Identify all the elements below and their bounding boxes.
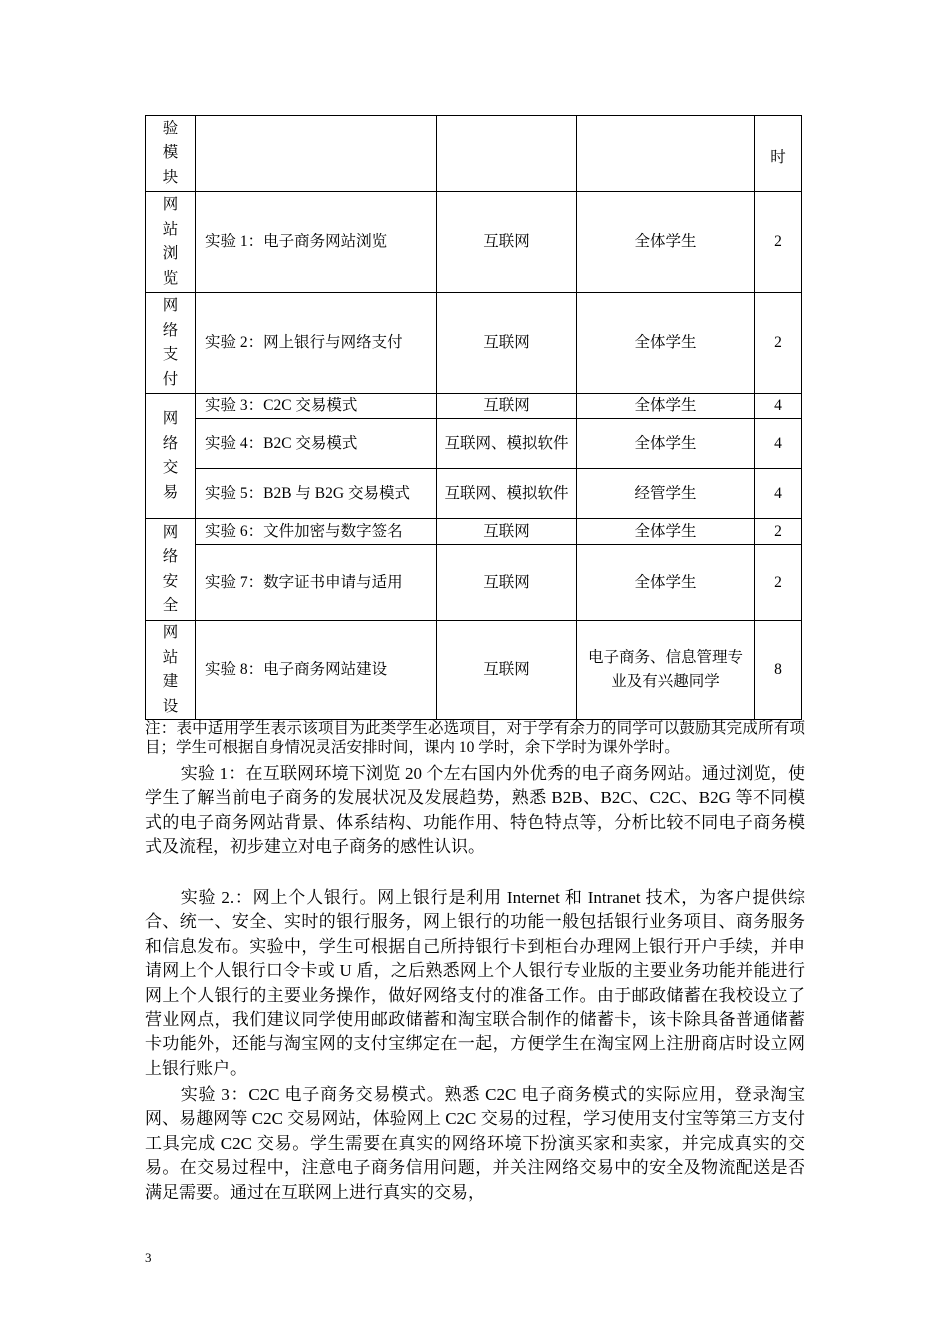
students-cell — [577, 116, 755, 192]
table-row — [146, 293, 802, 394]
table-row — [146, 192, 802, 293]
hours-cell: 2 — [755, 519, 802, 545]
experiment-table — [145, 115, 802, 720]
environment-cell: 互联网 — [437, 394, 577, 419]
students-cell: 经管学生 — [577, 469, 755, 519]
paragraph-experiment-1: 实验 1：在互联网环境下浏览 20 个左右国内外优秀的电子商务网站。通过浏览，使学生了解当前电子商务的发展状况及发展趋势，熟悉 B2B、B2C、C2C、B2G 等不同模式的电子商务网站背景、体系结构、功能作用、特色特点等，分析比较不同电子商务模式及流程，初步建立对电子商务的感性认识。 — [145, 764, 805, 857]
students-cell: 电子商务、信息管理专业及有兴趣同学 — [577, 621, 755, 720]
experiment-cell: 实验 1：电子商务网站浏览 — [196, 192, 437, 293]
table-row — [146, 545, 802, 621]
hours-cell: 2 — [755, 192, 802, 293]
hours-cell: 时 — [755, 116, 802, 192]
paragraph-experiment-3: 实验 3：C2C 电子商务交易模式。熟悉 C2C 电子商务模式的实际应用，登录淘宝网、易趣网等 C2C 交易网站，体验网上 C2C 交易的过程，学习使用支付宝等第三方支付工具完成 C2C 交易。学生需要在真实的网络环境下扮演买家和卖家，并完成真实的交易。在交易过程中，注意电子商务信用问题，并关注网络交易中的安全及物流配送是否满足需要。通过在互联网上进行真实的交易， — [145, 1085, 805, 1202]
hours-cell: 4 — [755, 394, 802, 419]
environment-cell: 互联网、模拟软件 — [437, 469, 577, 519]
module-cell: 网站浏览 — [146, 192, 196, 293]
table-row — [146, 519, 802, 545]
experiment-cell: 实验 4：B2C 交易模式 — [196, 419, 437, 469]
table-row — [146, 419, 802, 469]
experiment-cell: 实验 7：数字证书申请与适用 — [196, 545, 437, 621]
page-number: 3 — [145, 1250, 152, 1265]
table-row — [146, 394, 802, 419]
module-cell: 验模块 — [146, 116, 196, 192]
experiment-cell: 实验 6：文件加密与数字签名 — [196, 519, 437, 545]
students-cell: 全体学生 — [577, 293, 755, 394]
table-row — [146, 116, 802, 192]
table-row — [146, 469, 802, 519]
module-cell: 网站建设 — [146, 621, 196, 720]
experiment-cell — [196, 116, 437, 192]
experiment-cell: 实验 5：B2B 与 B2G 交易模式 — [196, 469, 437, 519]
module-cell: 网络支付 — [146, 293, 196, 394]
students-cell: 全体学生 — [577, 545, 755, 621]
paragraph-experiment-2: 实验 2.：网上个人银行。网上银行是利用 Internet 和 Intranet 技术，为客户提供综合、统一、安全、实时的银行服务，网上银行的功能一般包括银行业务项目、商务服务和信息发布。实验中，学生可根据自己所持银行卡到柜台办理网上银行开户手续，并申请网上个人银行口令卡或 U 盾，之后熟悉网上个人银行专业版的主要业务功能并能进行网上个人银行的主要业务操作，做好网络支付的准备工作。由于邮政储蓄在我校设立了营业网点，我们建议同学使用邮政储蓄和淘宝联合制作的储蓄卡，该卡除具备普通储蓄卡功能外，还能与淘宝网的支付宝绑定在一起，方便学生在淘宝网上注册商店时设立网上银行账户。 — [145, 888, 805, 1078]
experiment-cell: 实验 8：电子商务网站建设 — [196, 621, 437, 720]
environment-cell — [437, 116, 577, 192]
students-cell: 全体学生 — [577, 519, 755, 545]
hours-cell: 4 — [755, 419, 802, 469]
students-cell: 全体学生 — [577, 192, 755, 293]
students-cell: 全体学生 — [577, 419, 755, 469]
environment-cell: 互联网 — [437, 621, 577, 720]
module-cell: 网络交易 — [146, 394, 196, 519]
environment-cell: 互联网、模拟软件 — [437, 419, 577, 469]
hours-cell: 2 — [755, 545, 802, 621]
hours-cell: 2 — [755, 293, 802, 394]
experiment-cell: 实验 2：网上银行与网络支付 — [196, 293, 437, 394]
environment-cell: 互联网 — [437, 293, 577, 394]
hours-cell: 8 — [755, 621, 802, 720]
experiment-cell: 实验 3：C2C 交易模式 — [196, 394, 437, 419]
students-cell: 全体学生 — [577, 394, 755, 419]
environment-cell: 互联网 — [437, 545, 577, 621]
environment-cell: 互联网 — [437, 519, 577, 545]
table-note: 注：表中适用学生表示该项目为此类学生必选项目，对于学有余力的同学可以鼓励其完成所有项目；学生可根据自身情况灵活安排时间，课内 10 学时，余下学时为课外学时。 — [145, 720, 805, 756]
module-cell: 网络安全 — [146, 519, 196, 621]
hours-cell: 4 — [755, 469, 802, 519]
table-row — [146, 621, 802, 720]
environment-cell: 互联网 — [437, 192, 577, 293]
